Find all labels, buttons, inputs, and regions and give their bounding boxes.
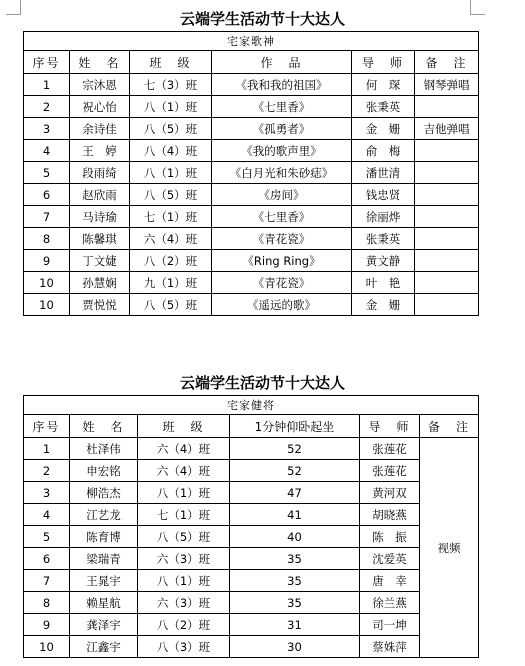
fitness-table [23, 395, 479, 658]
work-title: 《青花瓷》 [212, 228, 352, 250]
row-number: 8 [24, 592, 70, 614]
situp-count: 41 [230, 504, 360, 526]
work-title: 《房间》 [212, 184, 352, 206]
work-title: 《七里香》 [212, 206, 352, 228]
remark: 视频 [420, 438, 479, 658]
table-row [24, 250, 479, 272]
header-row [24, 415, 479, 438]
singer-table [23, 31, 479, 316]
mentor-name: 金 姗 [352, 118, 415, 140]
remark: 吉他弹唱 [415, 118, 479, 140]
mentor-name: 俞 梅 [352, 140, 415, 162]
table-row [24, 74, 479, 96]
mentor-name: 张秉英 [352, 96, 415, 118]
remark [415, 250, 479, 272]
mentor-name: 张莲花 [360, 438, 420, 460]
mentor-name: 唐 幸 [360, 570, 420, 592]
table-row [24, 504, 479, 526]
student-name: 宗沐恩 [70, 74, 130, 96]
situp-count: 35 [230, 548, 360, 570]
class-name: 九（1）班 [130, 272, 212, 294]
table-row [24, 526, 479, 548]
mentor-name: 黄河双 [360, 482, 420, 504]
row-number: 7 [24, 570, 70, 592]
remark [415, 96, 479, 118]
header-row [24, 51, 479, 74]
work-title: 《七里香》 [212, 96, 352, 118]
row-number: 2 [24, 96, 70, 118]
situp-count: 47 [230, 482, 360, 504]
row-number: 10 [24, 636, 70, 658]
column-header: 1分钟仰卧起坐 [230, 415, 360, 438]
class-name: 八（4）班 [130, 140, 212, 162]
table-row [24, 460, 479, 482]
student-name: 江鑫宇 [70, 636, 138, 658]
class-name: 八（5）班 [138, 526, 230, 548]
column-header: 班 级 [138, 415, 230, 438]
student-name: 余诗佳 [70, 118, 130, 140]
class-name: 八（5）班 [130, 118, 212, 140]
situp-count: 52 [230, 460, 360, 482]
class-name: 八（1）班 [130, 96, 212, 118]
situp-count: 30 [230, 636, 360, 658]
class-name: 八（2）班 [138, 614, 230, 636]
table-row [24, 184, 479, 206]
mentor-name: 黄文静 [352, 250, 415, 272]
column-header: 序号 [24, 51, 70, 74]
table-row [24, 272, 479, 294]
class-name: 八（5）班 [130, 184, 212, 206]
table-row [24, 570, 479, 592]
column-header: 班 级 [130, 51, 212, 74]
mentor-name: 金 姗 [352, 294, 415, 316]
student-name: 杜泽伟 [70, 438, 138, 460]
mentor-name: 徐丽烨 [352, 206, 415, 228]
row-number: 9 [24, 250, 70, 272]
mentor-name: 钱忠贤 [352, 184, 415, 206]
student-name: 陈育博 [70, 526, 138, 548]
table-row [24, 228, 479, 250]
row-number: 10 [24, 272, 70, 294]
document-title: 云端学生活动节十大达人 [179, 10, 345, 28]
student-name: 孙慧娴 [70, 272, 130, 294]
column-header: 作 品 [212, 51, 352, 74]
mentor-name: 胡晓燕 [360, 504, 420, 526]
remark [415, 162, 479, 184]
mentor-name: 何 琛 [352, 74, 415, 96]
table-row [24, 140, 479, 162]
table-row [24, 96, 479, 118]
student-name: 赵欣雨 [70, 184, 130, 206]
situp-count: 35 [230, 570, 360, 592]
class-name: 八（5）班 [130, 294, 212, 316]
class-name: 六（3）班 [138, 592, 230, 614]
row-number: 3 [24, 118, 70, 140]
student-name: 祝心怡 [70, 96, 130, 118]
student-name: 柳浩杰 [70, 482, 138, 504]
row-number: 1 [24, 74, 70, 96]
remark [415, 206, 479, 228]
student-name: 马诗瑜 [70, 206, 130, 228]
student-name: 王 婷 [70, 140, 130, 162]
table-row [24, 592, 479, 614]
table-row [24, 294, 479, 316]
mentor-name: 张秉英 [352, 228, 415, 250]
column-header: 备 注 [420, 415, 479, 438]
table-row [24, 636, 479, 658]
class-name: 七（1）班 [138, 504, 230, 526]
class-name: 六（4）班 [138, 460, 230, 482]
remark [415, 184, 479, 206]
situp-count: 31 [230, 614, 360, 636]
class-name: 八（1）班 [130, 162, 212, 184]
mentor-name: 沈爱英 [360, 548, 420, 570]
row-number: 3 [24, 482, 70, 504]
column-header: 姓 名 [70, 415, 138, 438]
situp-count: 52 [230, 438, 360, 460]
work-title: 《我和我的祖国》 [212, 74, 352, 96]
student-name: 丁文婕 [70, 250, 130, 272]
class-name: 六（3）班 [138, 548, 230, 570]
class-name: 八（2）班 [130, 250, 212, 272]
class-name: 七（1）班 [130, 206, 212, 228]
situp-count: 35 [230, 592, 360, 614]
table-row [24, 162, 479, 184]
table-row [24, 206, 479, 228]
table-row [24, 614, 479, 636]
row-number: 5 [24, 162, 70, 184]
class-name: 八（1）班 [138, 570, 230, 592]
row-number: 6 [24, 184, 70, 206]
student-name: 梁瑞青 [70, 548, 138, 570]
row-number: 4 [24, 140, 70, 162]
remark [415, 294, 479, 316]
situp-count: 40 [230, 526, 360, 548]
column-header: 姓 名 [70, 51, 130, 74]
row-number: 5 [24, 526, 70, 548]
student-name: 贾悦悦 [70, 294, 130, 316]
column-header: 导 师 [360, 415, 420, 438]
work-title: 《遥远的歌》 [212, 294, 352, 316]
column-header: 导 师 [352, 51, 415, 74]
student-name: 江艺龙 [70, 504, 138, 526]
row-number: 1 [24, 438, 70, 460]
remark: 钢琴弹唱 [415, 74, 479, 96]
table-row [24, 482, 479, 504]
row-number: 2 [24, 460, 70, 482]
work-title: 《Ring Ring》 [212, 250, 352, 272]
column-header: 备 注 [415, 51, 479, 74]
remark [415, 228, 479, 250]
student-name: 王晁宇 [70, 570, 138, 592]
work-title: 《我的歌声里》 [212, 140, 352, 162]
mentor-name: 潘世清 [352, 162, 415, 184]
mentor-name: 徐兰燕 [360, 592, 420, 614]
row-number: 10 [24, 294, 70, 316]
category-label: 宅家歌神 [24, 32, 479, 51]
mentor-name: 张莲花 [360, 460, 420, 482]
column-header: 序号 [24, 415, 70, 438]
remark [415, 272, 479, 294]
mentor-name: 司一坤 [360, 614, 420, 636]
remark [415, 140, 479, 162]
mentor-name: 陈 振 [360, 526, 420, 548]
document-title: 云端学生活动节十大达人 [179, 374, 345, 392]
table-row [24, 438, 479, 460]
row-number: 9 [24, 614, 70, 636]
class-name: 八（1）班 [138, 482, 230, 504]
student-name: 赖星航 [70, 592, 138, 614]
class-name: 六（4）班 [138, 438, 230, 460]
class-name: 七（3）班 [130, 74, 212, 96]
student-name: 陈馨琪 [70, 228, 130, 250]
mentor-name: 叶 艳 [352, 272, 415, 294]
category-label: 宅家健将 [24, 396, 479, 415]
mentor-name: 蔡姝萍 [360, 636, 420, 658]
student-name: 龚泽宇 [70, 614, 138, 636]
row-number: 7 [24, 206, 70, 228]
row-number: 4 [24, 504, 70, 526]
student-name: 申宏铭 [70, 460, 138, 482]
student-name: 段雨绮 [70, 162, 130, 184]
row-number: 8 [24, 228, 70, 250]
work-title: 《青花瓷》 [212, 272, 352, 294]
table-row [24, 118, 479, 140]
table-row [24, 548, 479, 570]
class-name: 六（4）班 [130, 228, 212, 250]
class-name: 八（3）班 [138, 636, 230, 658]
row-number: 6 [24, 548, 70, 570]
work-title: 《白月光和朱砂痣》 [212, 162, 352, 184]
work-title: 《孤勇者》 [212, 118, 352, 140]
